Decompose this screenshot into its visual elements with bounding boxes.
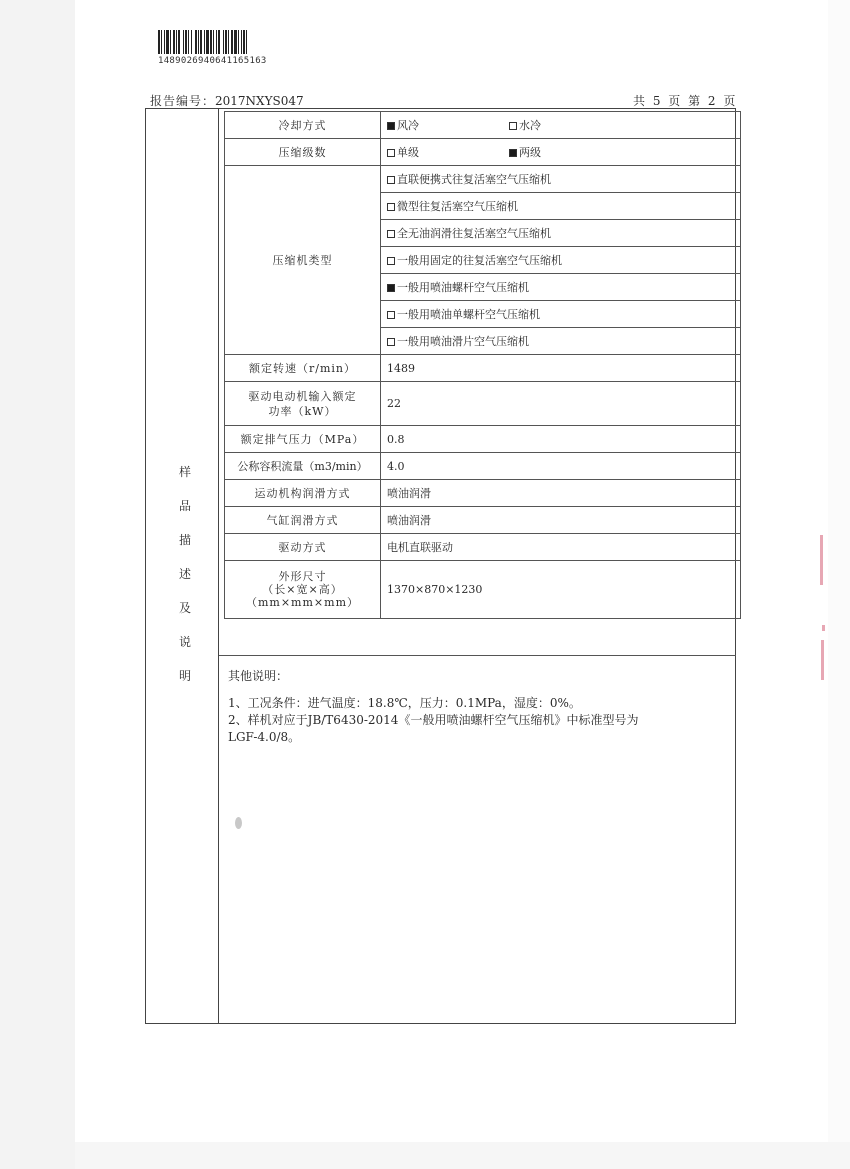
table-row: [225, 355, 741, 382]
table-row: [225, 166, 741, 193]
discharge-pressure-label: 额定排气压力（MPa）: [225, 426, 381, 453]
stages-options: [381, 139, 741, 166]
spec-table: [224, 111, 741, 619]
remarks-line: LGF-4.0/8。: [228, 730, 301, 744]
option-label: 水冷: [519, 119, 541, 132]
side-label-char: 及: [178, 601, 191, 615]
red-stamp-trace: [821, 640, 824, 680]
compressor-type-option: [381, 220, 741, 247]
table-row: [225, 561, 741, 619]
drive-label: 驱动方式: [225, 534, 381, 561]
remarks-line: 1、工况条件：进气温度：18.8℃，压力：0.1MPa，湿度：0%。: [228, 696, 581, 710]
checkbox-icon: [387, 149, 395, 157]
scan-left-edge: [0, 0, 75, 1169]
page-info: 共 5 页 第 2 页: [633, 94, 736, 108]
checkbox-icon: [387, 338, 395, 346]
table-row: [225, 534, 741, 561]
barcode: [158, 30, 284, 54]
option-label: 全无油润滑往复活塞空气压缩机: [397, 227, 551, 240]
rated-speed-label: 额定转速（r/min）: [225, 355, 381, 382]
checkbox-icon: [509, 122, 517, 130]
report-number-label: 报告编号：: [150, 94, 216, 108]
compressor-type-option: [381, 166, 741, 193]
option-label: 一般用喷油滑片空气压缩机: [397, 335, 529, 348]
scan-smudge: [235, 817, 242, 829]
checkbox-icon: [387, 122, 395, 130]
side-label: [176, 455, 194, 693]
option-label: 单级: [397, 146, 419, 159]
report-number: [150, 92, 304, 109]
stages-label: 压缩级数: [225, 139, 381, 166]
table-row: [225, 382, 741, 426]
scan-right-edge: [828, 0, 850, 1169]
barcode-bar: [247, 30, 249, 54]
dimensions-label: [225, 561, 381, 619]
checkbox-icon: [387, 284, 395, 292]
checkbox-icon: [387, 311, 395, 319]
side-label-char: 描: [178, 533, 191, 547]
table-row: [225, 112, 741, 139]
flow-value: 4.0: [381, 453, 741, 480]
remarks-line: 2、样机对应于JB/T6430-2014《一般用喷油螺杆空气压缩机》中标准型号为: [228, 713, 639, 727]
side-label-char: 明: [178, 669, 191, 683]
remarks-divider: [219, 655, 736, 656]
compressor-type-option: [381, 274, 741, 301]
checkbox-icon: [509, 149, 517, 157]
barcode-number: 1489026940641165163: [158, 56, 267, 66]
option-label: 风冷: [397, 119, 419, 132]
compressor-type-option: [381, 328, 741, 355]
option-label: 两级: [519, 146, 541, 159]
side-label-char: 品: [178, 499, 191, 513]
table-row: [225, 453, 741, 480]
checkbox-icon: [387, 203, 395, 211]
dimensions-label-line: 外形尺寸: [278, 570, 327, 583]
motor-power-value: 22: [381, 382, 741, 426]
discharge-pressure-value: 0.8: [381, 426, 741, 453]
option-label: 一般用喷油螺杆空气压缩机: [397, 281, 529, 294]
option-label: 微型往复活塞空气压缩机: [397, 200, 518, 213]
side-label-char: 样: [178, 465, 191, 479]
dimensions-label-line: （长×宽×高）: [262, 583, 343, 596]
cooling-options: [381, 112, 741, 139]
side-label-char: 述: [178, 567, 191, 581]
report-number-value: 2017NXYS047: [215, 94, 304, 108]
cylinder-lubrication-value: 喷油润滑: [381, 507, 741, 534]
motion-lubrication-label: 运动机构润滑方式: [225, 480, 381, 507]
drive-value: 电机直联驱动: [381, 534, 741, 561]
side-label-char: 说: [178, 635, 191, 649]
table-row: [225, 139, 741, 166]
checkbox-icon: [387, 230, 395, 238]
table-row: [225, 426, 741, 453]
scan-bottom-edge: [75, 1142, 850, 1169]
dimensions-label-line: （mm×mm×mm）: [245, 596, 360, 609]
table-row: [225, 480, 741, 507]
motion-lubrication-value: 喷油润滑: [381, 480, 741, 507]
motor-power-label-line: 功率（kW）: [268, 404, 337, 418]
option-label: 一般用喷油单螺杆空气压缩机: [397, 308, 540, 321]
cooling-label: 冷却方式: [225, 112, 381, 139]
option-label: 一般用固定的往复活塞空气压缩机: [397, 254, 562, 267]
rated-speed-value: 1489: [381, 355, 741, 382]
flow-label: 公称容积流量（m3/min）: [225, 453, 381, 480]
compressor-type-option: [381, 301, 741, 328]
compressor-type-option: [381, 193, 741, 220]
table-row: [225, 507, 741, 534]
cylinder-lubrication-label: 气缸润滑方式: [225, 507, 381, 534]
red-stamp-trace: [820, 535, 823, 585]
compressor-type-option: [381, 247, 741, 274]
remarks: [228, 668, 728, 746]
red-stamp-trace: [822, 625, 825, 631]
remarks-title: 其他说明：: [228, 669, 289, 683]
checkbox-icon: [387, 257, 395, 265]
motor-power-label: [225, 382, 381, 426]
compressor-type-label: 压缩机类型: [225, 166, 381, 355]
dimensions-value: 1370×870×1230: [381, 561, 741, 619]
motor-power-label-line: 驱动电动机输入额定: [248, 389, 357, 403]
option-label: 直联便携式往复活塞空气压缩机: [397, 173, 551, 186]
checkbox-icon: [387, 176, 395, 184]
